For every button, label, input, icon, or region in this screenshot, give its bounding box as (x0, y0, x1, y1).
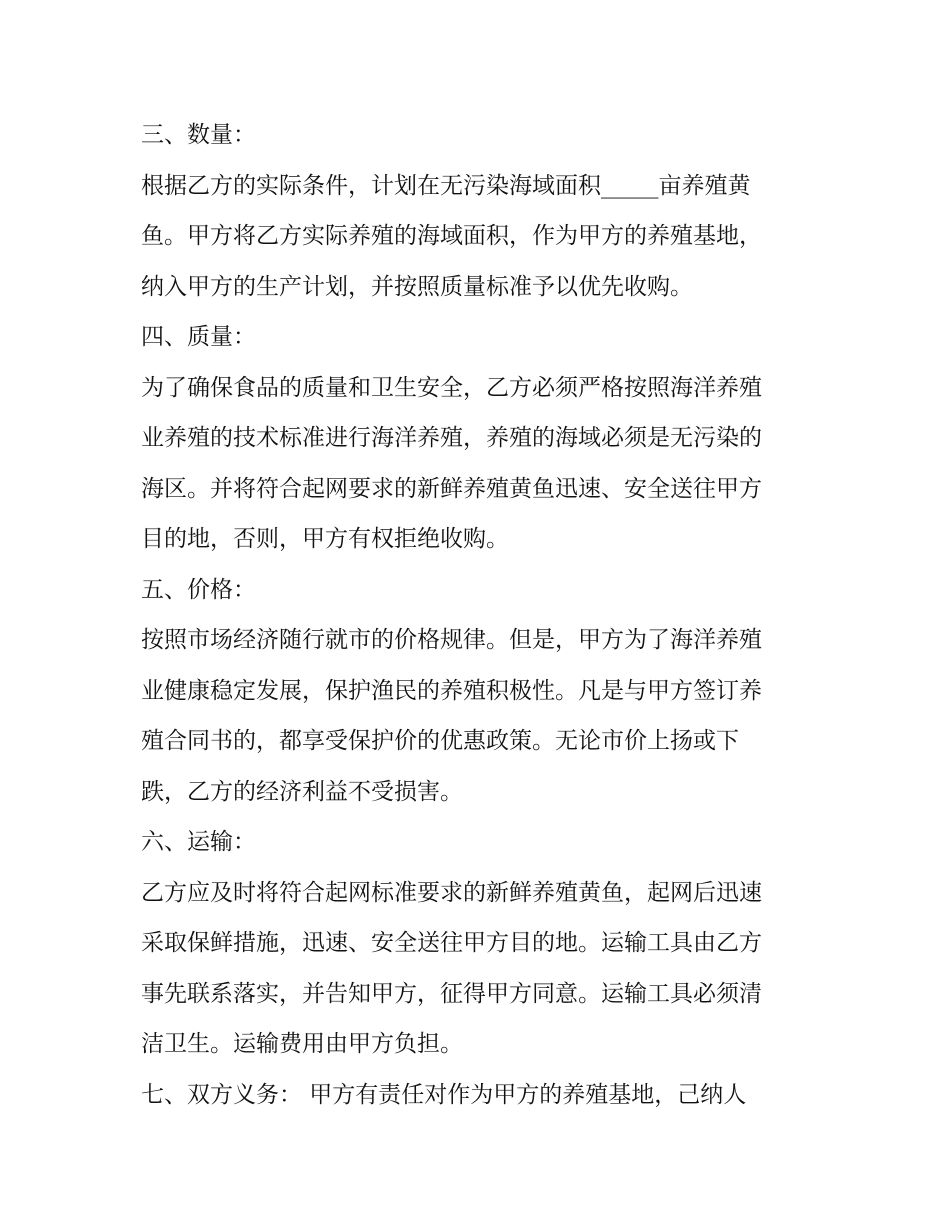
section-heading-obligations: 七、双方义务： 甲方有责任对作为甲方的养殖基地，己纳人 (141, 1081, 747, 1108)
section-heading-transport: 六、运输： (141, 829, 256, 855)
paragraph-line: 目的地，否则，甲方有权拒绝收购。 (141, 526, 509, 552)
section-heading-quantity: 三、数量： (141, 122, 256, 148)
paragraph-line: 乙方应及时将符合起网标准要求的新鲜养殖黄鱼，起网后迅速 (141, 879, 762, 906)
paragraph-line: 纳入甲方的生产计划，并按照质量标准予以优先收购。 (141, 273, 693, 300)
section-heading-quality: 四、质量： (141, 324, 256, 350)
paragraph-line: 海区。并将符合起网要求的新鲜养殖黄鱼迅速、安全送往甲方 (141, 475, 762, 502)
paragraph-line: 根据乙方的实际条件，计划在无污染海域面积_____亩养殖黄 (141, 172, 751, 199)
paragraph-line: 按照市场经济随行就市的价格规律。但是，甲方为了海洋养殖 (141, 627, 762, 653)
paragraph-line: 鱼。甲方将乙方实际养殖的海域面积，作为甲方的养殖基地， (141, 223, 762, 249)
paragraph-line: 采取保鲜措施，迅速、安全送往甲方目的地。运输工具由乙方 (141, 930, 762, 956)
paragraph-line: 业健康稳定发展，保护渔民的养殖积极性。凡是与甲方签订养 (141, 677, 762, 704)
paragraph-line: 事先联系落实，并告知甲方，征得甲方同意。运输工具必须清 (141, 980, 762, 1007)
paragraph-line: 跌，乙方的经济利益不受损害。 (141, 778, 463, 805)
paragraph-line: 为了确保食品的质量和卫生安全，乙方必须严格按照海洋养殖 (141, 374, 762, 401)
paragraph-line: 洁卫生。运输费用由甲方负担。 (141, 1031, 463, 1057)
paragraph-line: 业养殖的技术标准进行海洋养殖，养殖的海域必须是无污染的 (141, 425, 762, 451)
section-heading-price: 五、价格： (141, 576, 256, 603)
document-body (141, 110, 821, 1120)
paragraph-line: 殖合同书的，都享受保护价的优惠政策。无论市价上扬或下 (141, 728, 739, 754)
